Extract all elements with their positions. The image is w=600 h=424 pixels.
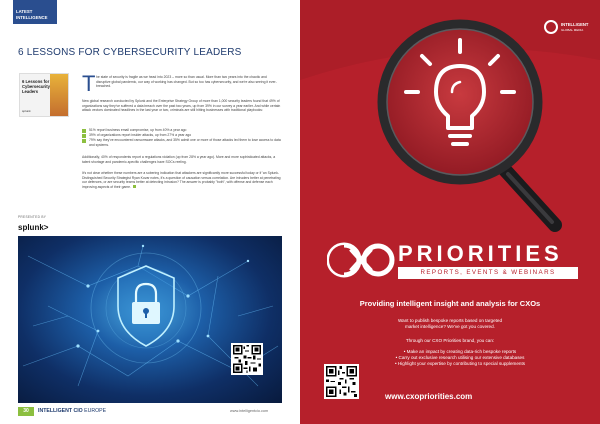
section-tag-line2: INTELLIGENCE [16,14,48,20]
cyber-lock-image [18,236,282,403]
brand-region: EUROPE [84,408,107,414]
research-paragraph: New global research conducted by Splunk and the Enterprise Strategy Group of more than 1,000 security leaders found that 49% of organizations say they've suffered a data breach over the past two years, up from 39% in our survey a year earlier. And while certain attack vectors dominated headlines in the last year or two, criminals are still hitting businesses with traditional playbooks: [82,99,281,113]
intro-paragraph: he state of security is fragile as we head into 2023 – more so than usual. More than two years into the chaotic and disruptive global pandemic, our way of working has changed. But so too has cybersecurity, and we're also seeing it ever-breached. [96,75,277,89]
additional-paragraph: Additionally, 40% of respondents report a regulations violation (up from 28% a year ago). More and more sophisticated attacks, a talent shortage and pandemic-specific challenges have SOCs reeling. [82,155,276,164]
qr-code-icon [326,366,357,397]
qr-code-left[interactable] [231,343,263,375]
closing-text: It's not clear whether these numbers are a sobering indication that attackers are significantly more successful today or if 'an Splunk-Distinguished Security Strategist Ryan Kovar notes, it's a question of causation versus correlation. Are intruders better at penetrating our defences, or are security teams better at detecting intrusion? The answer is probably "both", with offense and defense each improving aspects of their game. [82,171,281,189]
qr-code-right[interactable] [324,364,359,399]
section-tag-line1: LATEST [16,9,33,14]
list-item: 39% of organizations report insider attacks, up from 27% a year ago [82,133,282,138]
advert-benefits-list [360,349,560,367]
report-cover-thumbnail[interactable] [19,73,69,117]
list-item: • Carry out exclusive research utilising our extensive databases [360,355,560,361]
logo-circle-icon [544,20,558,34]
cxo-priorities-url[interactable]: www.cxopriorities.com [385,392,473,401]
list-item: • Make an impact by creating data-rich bespoke reports [360,349,560,355]
list-item: 79% say they've encountered ransomware attacks, and 35% admit one or more of those attacks led them to lose access to data and systems. [82,138,282,147]
intelligent-media-logo [544,20,588,36]
end-mark-icon [133,185,136,188]
logo-line2: GLOBAL MEDIA [561,28,584,32]
digital-padlock-illustration [18,236,282,403]
statistics-list [82,128,282,148]
presented-by-label: PRESENTED BY [18,215,47,219]
magazine-brand [38,408,106,414]
page-number: 30 [18,407,34,416]
section-tag [13,0,57,24]
cxo-logo-icon [327,240,395,280]
advert-intro-line1: Want to publish bespoke reports based on targeted [397,318,503,323]
cover-title: 6 Lessons for Cybersecurity Leaders [22,79,50,94]
magnifier-lightbulb-illustration [300,0,600,240]
priorities-wordmark: PRIORITIES [398,241,563,266]
list-item: • Highlight your expertise by contributing to special supplements [360,361,560,367]
brand-name: INTELLIGENT CIO [38,408,83,414]
list-item: 51% report business email compromise, up from 40% a year ago [82,128,282,133]
cover-color-band [50,74,68,117]
advert-intro [300,318,600,330]
qr-code-icon [233,345,261,373]
cover-logo: splunk [22,109,31,113]
magazine-url[interactable]: www.intelligentcio.com [230,409,269,413]
advert-intro-line2: market intelligence? We've got you covered. [405,324,495,329]
priorities-tagline: REPORTS, EVENTS & WEBINARS [398,267,578,279]
article-title: 6 LESSONS FOR CYBERSECURITY LEADERS [18,47,242,58]
advert-headline: Providing intelligent insight and analysis for CXOs [359,299,541,308]
drop-cap: T [82,71,96,96]
advert-brand-line: Through our CXO Priorities brand, you can: [405,338,495,343]
logo-line1: INTELLIGENT [561,22,589,27]
sponsor-logo: splunk> [18,223,49,232]
closing-paragraph [82,171,282,189]
